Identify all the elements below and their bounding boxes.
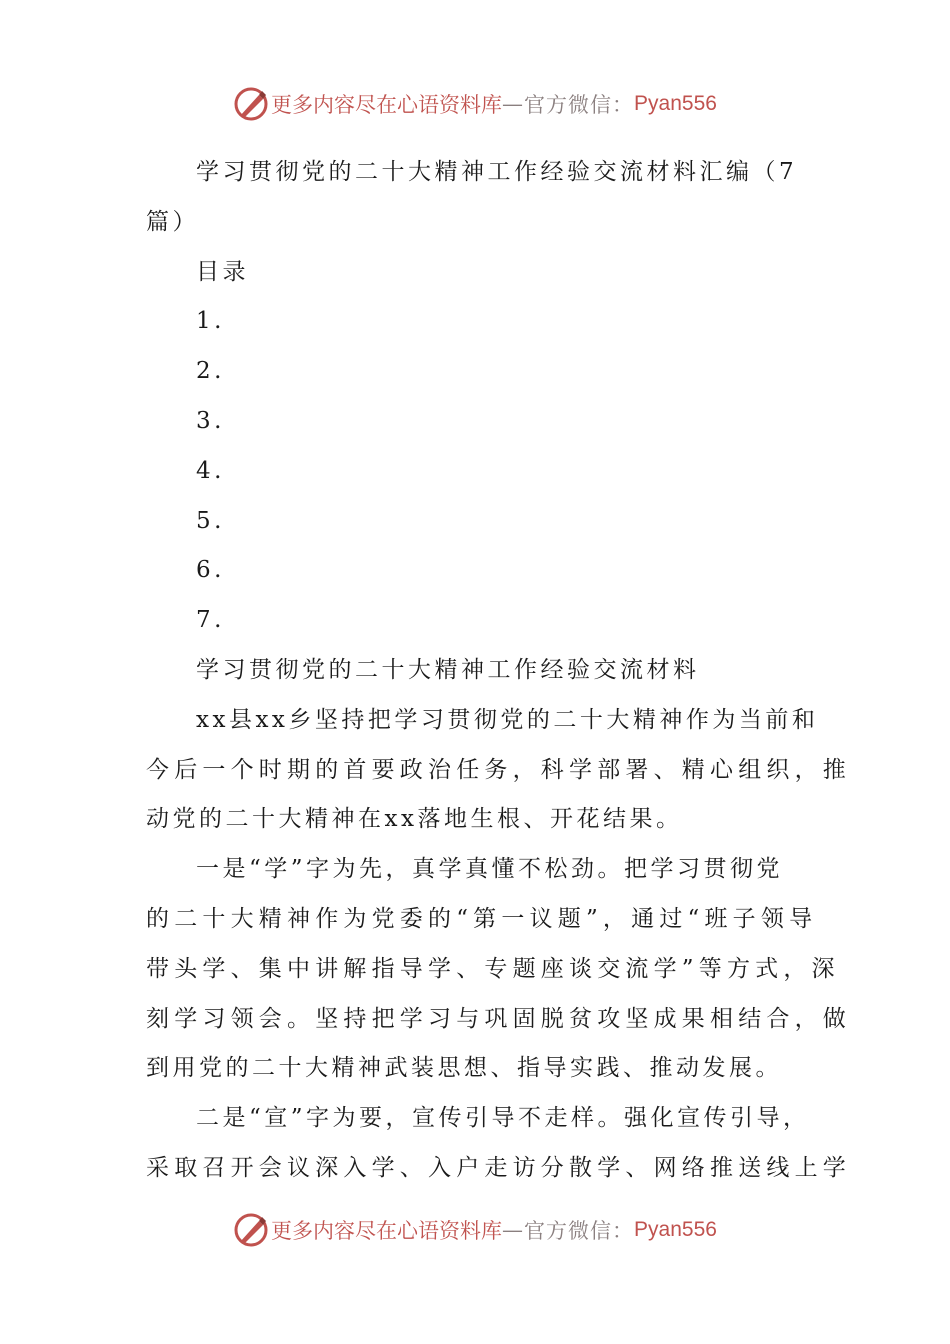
document-title-line-1: 学习贯彻党的二十大精神工作经验交流材料汇编（7 xyxy=(196,159,798,185)
toc-item: 7. xyxy=(196,607,225,634)
toc-item: 3. xyxy=(196,407,225,434)
body-line: xx县xx乡坚持把学习贯彻党的二十大精神作为当前和 xyxy=(196,706,819,733)
document-body xyxy=(146,148,851,1194)
body-line: 带头学、集中讲解指导学、专题座谈交流学”等方式，深 xyxy=(146,955,840,982)
document-title-line-2: 篇） xyxy=(146,208,199,235)
body-line: 今后一个时期的首要政治任务，科学部署、精心组织，推 xyxy=(146,756,851,783)
watermark-wechat-id: Pyan556 xyxy=(634,1218,717,1241)
watermark-separator: — xyxy=(502,1218,525,1242)
watermark-text: 更多内容尽在心语资料库 xyxy=(271,93,503,117)
body-line: 刻学习领会。坚持把学习与巩固脱贫攻坚成果相结合，做 xyxy=(146,1005,851,1032)
body-line: 的二十大精神作为党委的“第一议题”，通过“班子领导 xyxy=(146,905,818,932)
watermark-banner-top xyxy=(0,84,950,124)
watermark-wechat-id: Pyan556 xyxy=(634,92,717,115)
pen-logo-icon xyxy=(233,1212,269,1248)
toc-item: 6. xyxy=(196,557,225,584)
body-line: 一是“学”字为先，真学真懂不松劲。把学习贯彻党 xyxy=(196,856,784,883)
toc-item: 4. xyxy=(196,457,225,484)
pen-logo-icon xyxy=(233,86,269,122)
watermark-separator: — xyxy=(502,92,525,116)
watermark-wechat-label: 官方微信： xyxy=(524,1219,635,1243)
toc-item: 5. xyxy=(196,507,225,534)
body-line: 采取召开会议深入学、入户走访分散学、网络推送线上学 xyxy=(146,1154,851,1181)
watermark-text: 更多内容尽在心语资料库 xyxy=(271,1219,503,1243)
watermark-banner-bottom xyxy=(0,1210,950,1250)
toc-heading: 目录 xyxy=(196,258,249,285)
toc-item: 1. xyxy=(196,308,225,335)
article-title: 学习贯彻党的二十大精神工作经验交流材料 xyxy=(196,656,700,683)
toc-item: 2. xyxy=(196,358,225,385)
watermark-wechat-label: 官方微信： xyxy=(524,93,635,117)
body-line: 二是“宣”字为要，宣传引导不走样。强化宣传引导， xyxy=(196,1105,810,1132)
body-line: 到用党的二十大精神武装思想、指导实践、推动发展。 xyxy=(146,1055,782,1082)
body-line: 动党的二十大精神在xx落地生根、开花结果。 xyxy=(146,806,683,833)
